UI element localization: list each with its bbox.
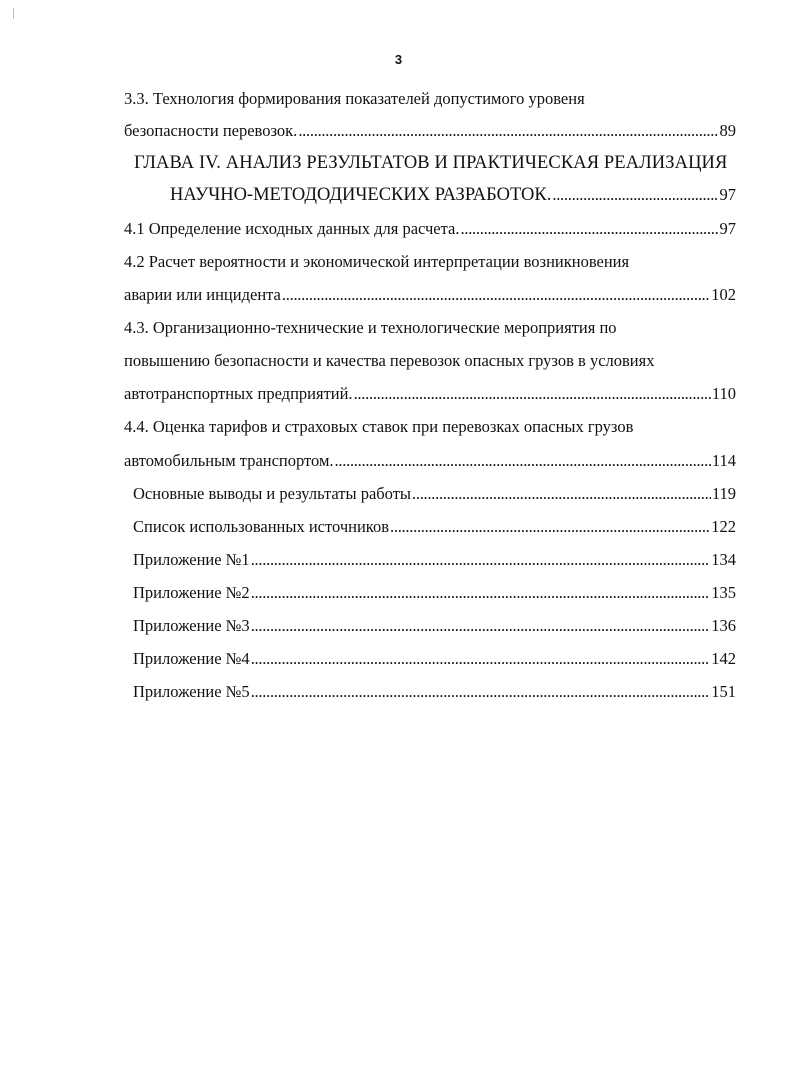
toc-entry-conclusions-page: 119 [711,484,736,503]
toc-entry-appendix-3-page: 136 [711,616,736,635]
toc-entry-4-1-page: 97 [719,219,736,238]
toc-entry-4-3-title: автотранспортных предприятий. [124,384,353,403]
toc-entry-sources[interactable] [133,516,736,538]
toc-chapter-4-page: 97 [719,185,736,204]
toc-entry-appendix-5-title: Приложение №5 [133,682,250,701]
toc-chapter-4[interactable] [170,184,736,206]
toc-entry-4-1-title: 4.1 Определение исходных данных для расчета. [124,219,460,238]
page-number: 3 [394,52,403,67]
toc-entry-appendix-1-page: 134 [711,550,736,569]
toc-entry-4-4-page: 114 [711,451,736,470]
toc-entry-appendix-4-page: 142 [711,649,736,668]
toc-chapter-4-line1: ГЛАВА IV. АНАЛИЗ РЕЗУЛЬТАТОВ И ПРАКТИЧЕСКАЯ РЕАЛИЗАЦИЯ [134,153,728,173]
dot-leader [354,383,711,405]
toc-chapter-4-title: НАУЧНО-МЕТОДОДИЧЕСКИХ РАЗРАБОТОК. [170,185,552,205]
toc-entry-4-1[interactable] [124,218,736,240]
toc-entry-4-3[interactable] [124,383,736,405]
toc-entry-4-2-line1: 4.2 Расчет вероятности и экономической интерпретации возникновения [124,252,630,271]
toc-entry-appendix-1-title: Приложение №1 [133,550,250,569]
toc-entry-appendix-5[interactable] [133,681,736,703]
dot-leader [412,483,711,505]
toc-entry-conclusions-title: Основные выводы и результаты работы [133,484,411,503]
toc-entry-4-2[interactable] [124,284,736,306]
dot-leader [251,582,711,604]
dot-leader [251,615,711,637]
dot-leader [461,218,719,240]
dot-leader [390,516,710,538]
toc-entry-appendix-3[interactable] [133,615,736,637]
toc-entry-sources-title: Список использованных источников [133,517,389,536]
dot-leader [251,549,711,571]
toc-entry-appendix-3-title: Приложение №3 [133,616,250,635]
toc-entry-appendix-1[interactable] [133,549,736,571]
toc-entry-sources-page: 122 [711,517,736,536]
toc-entry-conclusions[interactable] [133,483,736,505]
toc-entry-appendix-4-title: Приложение №4 [133,649,250,668]
toc-entry-3-3-title: безопасности перевозок. [124,121,298,140]
dot-leader [552,184,718,206]
dot-leader [335,450,711,472]
toc-entry-appendix-2-title: Приложение №2 [133,583,250,602]
scan-edge-mark [13,8,14,19]
dot-leader [298,120,718,142]
toc-entry-4-2-page: 102 [711,285,736,304]
toc-entry-4-2-title: аварии или инцидента [124,285,281,304]
toc-entry-4-3-page: 110 [711,384,736,403]
toc-entry-4-4[interactable] [124,450,736,472]
toc-entry-4-3-line2: повышению безопасности и качества перевозок опасных грузов в условиях [124,351,655,370]
toc-entry-4-4-line1: 4.4. Оценка тарифов и страховых ставок при перевозках опасных грузов [124,417,634,436]
toc-entry-appendix-2-page: 135 [711,583,736,602]
toc-entry-appendix-2[interactable] [133,582,736,604]
toc-entry-3-3-line1: 3.3. Технология формирования показателей допустимого уровеня [124,89,585,108]
toc-entry-3-3-page: 89 [719,121,736,140]
toc-entry-3-3[interactable] [124,120,736,142]
toc-entry-4-3-line1: 4.3. Организационно-технические и технологические мероприятия по [124,318,617,337]
toc-entry-4-4-title: автомобильным транспортом. [124,451,334,470]
toc-entry-appendix-4[interactable] [133,648,736,670]
toc-entry-appendix-5-page: 151 [711,682,736,701]
dot-leader [251,648,711,670]
dot-leader [251,681,711,703]
dot-leader [282,284,710,306]
